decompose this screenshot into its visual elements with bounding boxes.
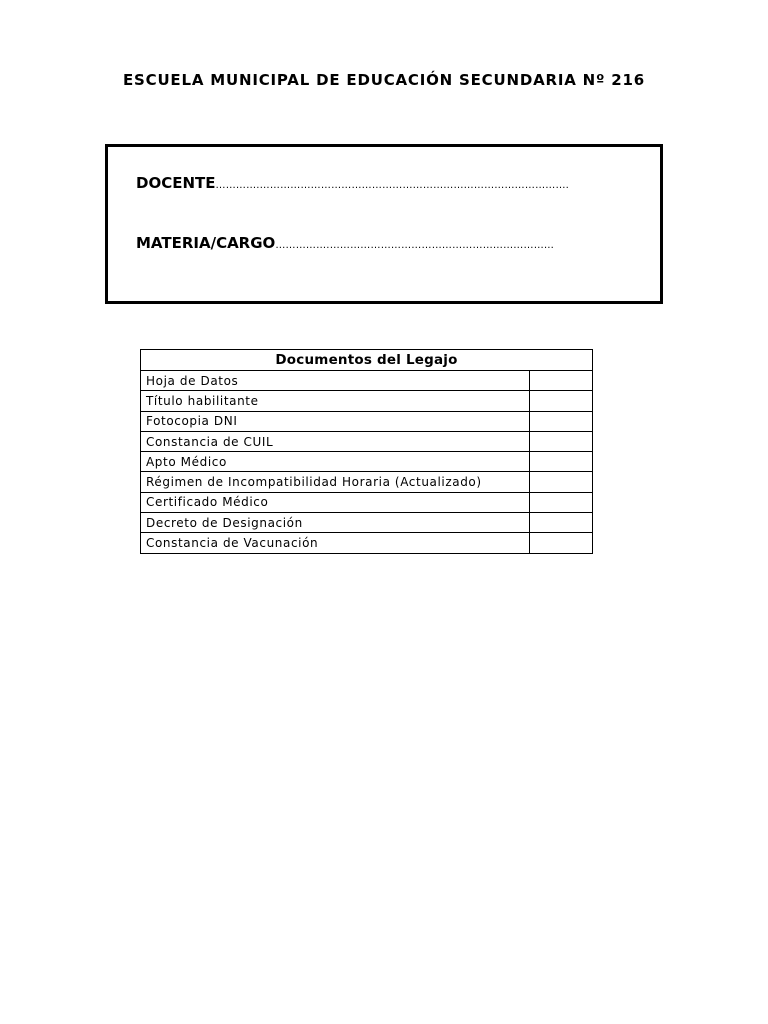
document-label: Constancia de Vacunación <box>141 533 530 553</box>
document-label: Título habilitante <box>141 391 530 411</box>
materia-cargo-fill-dots: …………….………………………………………………………… <box>275 240 555 251</box>
check-cell <box>530 452 593 472</box>
teacher-info-box <box>105 144 663 304</box>
document-label: Decreto de Designación <box>141 513 530 533</box>
materia-cargo-label: MATERIA/CARGO <box>136 234 276 252</box>
page-title: ESCUELA MUNICIPAL DE EDUCACIÓN SECUNDARIA Nº 216 <box>122 71 645 89</box>
check-cell <box>530 411 593 431</box>
document-label: Hoja de Datos <box>141 371 530 391</box>
table-row <box>141 391 593 411</box>
check-cell <box>530 513 593 533</box>
docente-label: DOCENTE <box>136 174 216 192</box>
legajo-documents-table <box>140 349 593 554</box>
document-label: Certificado Médico <box>141 492 530 512</box>
check-cell <box>530 533 593 553</box>
table-row <box>141 371 593 391</box>
document-label: Apto Médico <box>141 452 530 472</box>
check-cell <box>530 431 593 451</box>
check-cell <box>530 371 593 391</box>
table-row <box>141 513 593 533</box>
check-cell <box>530 492 593 512</box>
table-header: Documentos del Legajo <box>141 350 593 371</box>
table-row <box>141 411 593 431</box>
check-cell <box>530 472 593 492</box>
docente-fill-dots: ………….………………………………………………………………………………. <box>215 180 570 191</box>
materia-line <box>136 234 646 252</box>
document-label: Fotocopia DNI <box>141 411 530 431</box>
table-header-row <box>141 350 593 371</box>
docente-line <box>136 174 646 192</box>
table-row <box>141 492 593 512</box>
table-row <box>141 452 593 472</box>
document-label: Constancia de CUIL <box>141 431 530 451</box>
table-row <box>141 431 593 451</box>
check-cell <box>530 391 593 411</box>
table-row <box>141 472 593 492</box>
document-label: Régimen de Incompatibilidad Horaria (Actualizado) <box>141 472 530 492</box>
table-row <box>141 533 593 553</box>
